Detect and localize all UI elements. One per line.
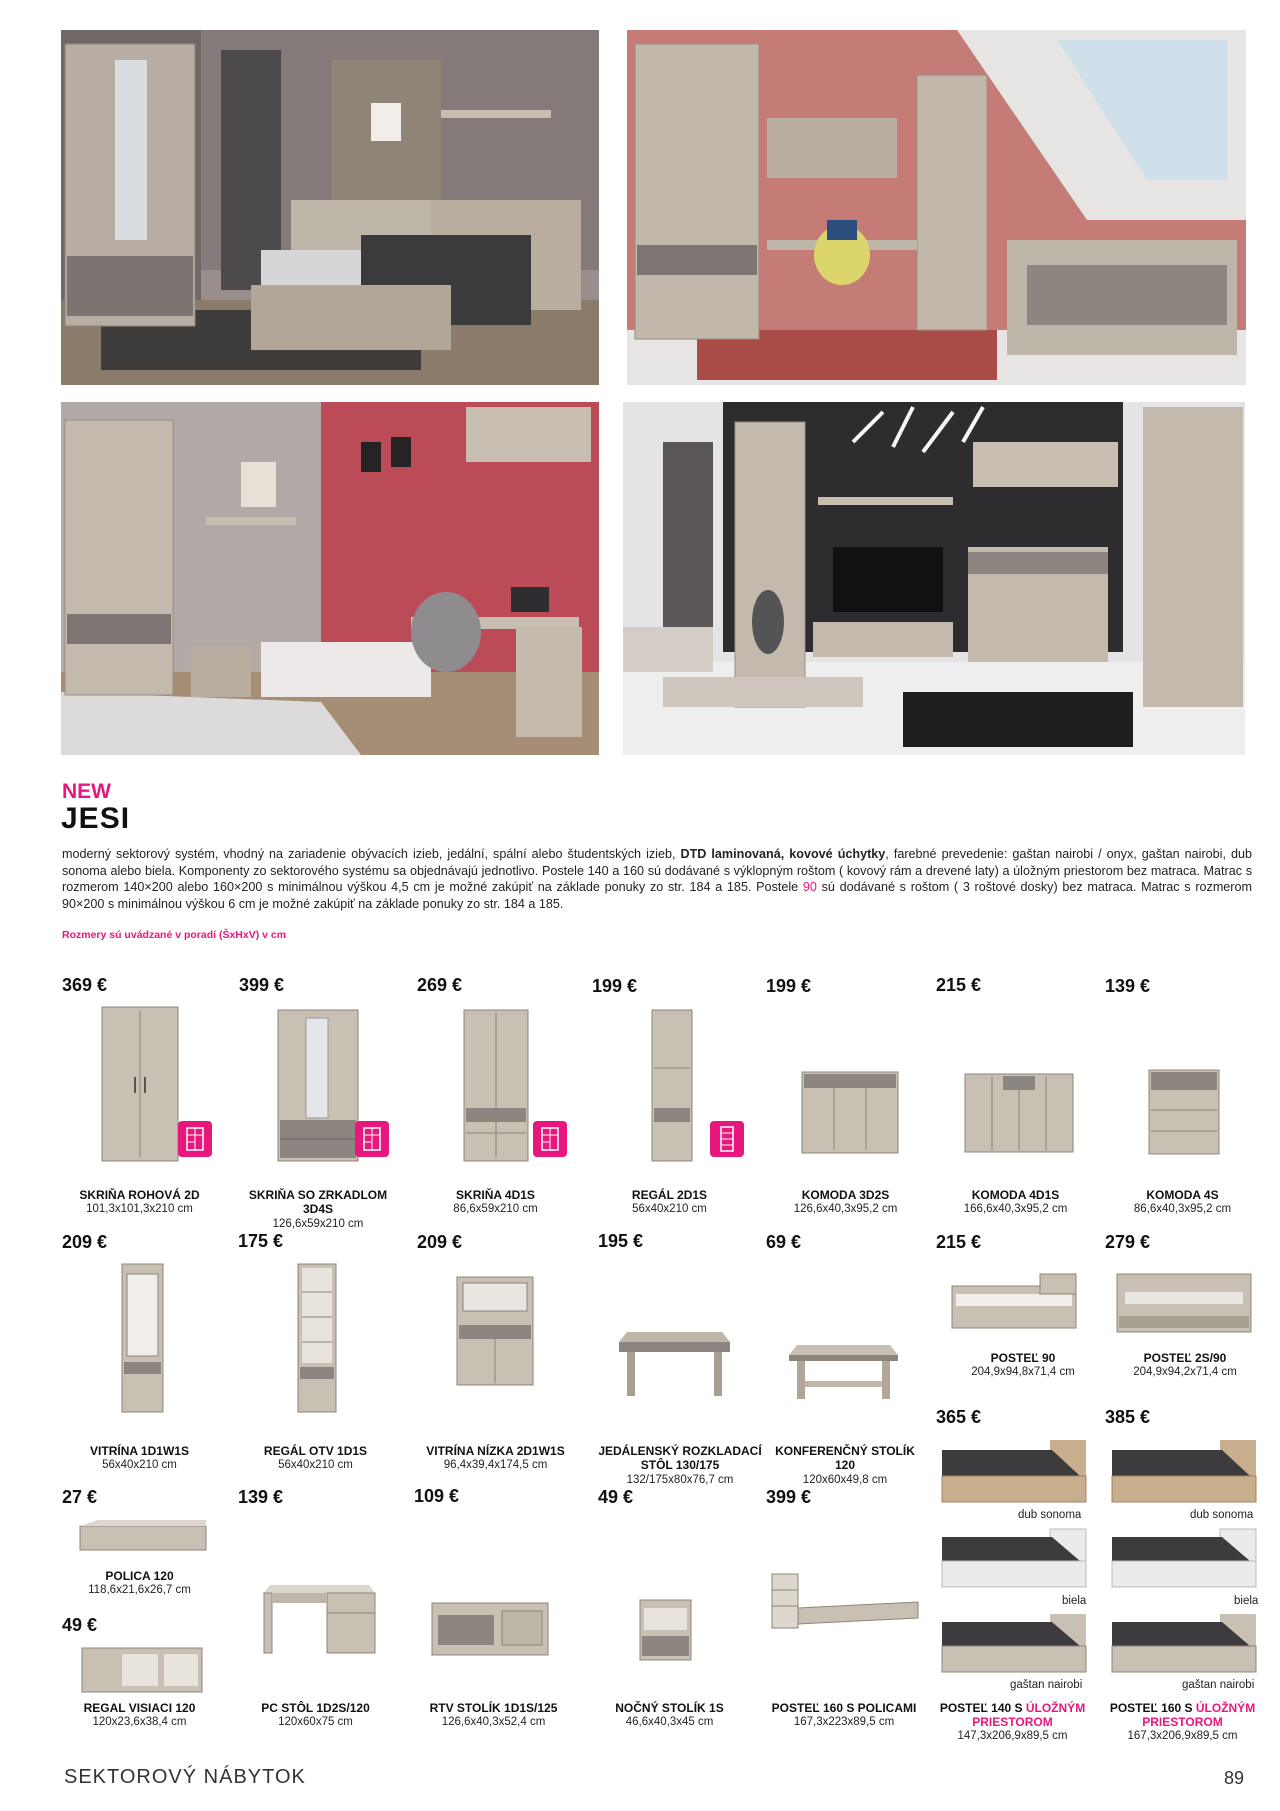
product-image-postel-140-dub-sonoma — [940, 1438, 1088, 1504]
price-nocny-stolik: 49 € — [598, 1487, 634, 1507]
name-skrina-4d1s: SKRIŇA 4D1S — [456, 1188, 535, 1202]
dims-regal-2d1s: 56x40x210 cm — [632, 1203, 707, 1215]
price-komoda-3d2s: 199 € — [766, 976, 812, 996]
price-regal-otv: 175 € — [238, 1231, 284, 1251]
product-image-postel-160-gastan — [1110, 1612, 1258, 1674]
name-nocny-stolik: NOČNÝ STOLÍK 1S — [615, 1701, 724, 1715]
variant-label-gastan-nairobi: gaštan nairobi — [1010, 1679, 1083, 1691]
dims-jedalensky-stol: 132/175x80x76,7 cm — [626, 1474, 734, 1486]
product-image-regal-visiaci — [80, 1646, 204, 1694]
price-pc-stol: 139 € — [238, 1487, 284, 1507]
product-image-postel-160-dub-sonoma — [1110, 1438, 1258, 1504]
product-image-nocny-stolik — [638, 1598, 693, 1662]
name-regal-otv: REGÁL OTV 1D1S — [263, 1444, 368, 1458]
new-label: NEW — [62, 780, 111, 803]
price-postel-90: 215 € — [936, 1232, 982, 1252]
page-number: 89 — [1224, 1768, 1245, 1788]
name-postel-140-uloznym: POSTEĽ 140 S ÚLOŽNÝM PRIESTOROM — [939, 1701, 1086, 1729]
section-footer: SEKTOROVÝ NÁBYTOK — [64, 1766, 306, 1788]
name-komoda-3d2s: KOMODA 3D2S — [801, 1188, 890, 1202]
dims-nocny-stolik: 46,6x40,3x45 cm — [625, 1716, 714, 1728]
dims-regal-visiaci: 120x23,6x38,4 cm — [92, 1716, 187, 1728]
price-vitrina-1d1w1s: 209 € — [62, 1232, 108, 1252]
name-konferencny-stolik: KONFERENČNÝ STOLÍK 120 — [775, 1444, 915, 1472]
price-postel-160: 385 € — [1105, 1407, 1151, 1427]
product-image-vitrina-nizka — [455, 1275, 535, 1387]
product-image-postel-140-gastan — [940, 1612, 1088, 1674]
product-image-regal-2d1s — [650, 1008, 694, 1163]
name-komoda-4d1s: KOMODA 4D1S — [971, 1188, 1060, 1202]
product-image-polica-120 — [78, 1520, 208, 1556]
dims-postel-140-uloznym: 147,3x206,9x89,5 cm — [957, 1730, 1068, 1742]
price-konferencny-stolik: 69 € — [766, 1232, 802, 1252]
variant-label-dub-sonoma: dub sonoma — [1190, 1509, 1254, 1521]
name-postel-2s90: POSTEĽ 2S/90 — [1143, 1351, 1227, 1365]
name-regal-visiaci: REGAL VISIACI 120 — [83, 1701, 196, 1715]
dims-komoda-4s: 86,6x40,3x95,2 cm — [1133, 1203, 1232, 1215]
dims-vitrina-1d1w1s: 56x40x210 cm — [102, 1459, 177, 1471]
product-image-postel-2s90 — [1115, 1272, 1253, 1334]
dims-skrina-rohova: 101,3x101,3x210 cm — [86, 1203, 193, 1215]
name-pc-stol: PC STÔL 1D2S/120 — [261, 1701, 370, 1715]
product-image-komoda-4d1s — [963, 1072, 1075, 1154]
product-image-postel-140-biela — [940, 1527, 1088, 1589]
wardrobe-interior-icon — [178, 1121, 212, 1157]
shelf-interior-icon — [710, 1121, 744, 1157]
name-postel-90: POSTEĽ 90 — [990, 1351, 1056, 1365]
price-skrina-rohova: 369 € — [62, 975, 108, 995]
dims-komoda-4d1s: 166,6x40,3x95,2 cm — [963, 1203, 1068, 1215]
name-postel-160-uloznym: POSTEĽ 160 S ÚLOŽNÝM PRIESTOROM — [1109, 1701, 1256, 1729]
product-image-regal-otv — [296, 1262, 338, 1414]
name-postel-160-policami: POSTEĽ 160 S POLICAMI — [771, 1701, 917, 1715]
name-polica-120: POLICA 120 — [105, 1569, 174, 1583]
price-skrina-zrkadlo: 399 € — [239, 975, 285, 995]
name-skrina-zrkadlo: SKRIŇA SO ZRKADLOM 3D4S — [248, 1188, 388, 1216]
dims-pc-stol: 120x60x75 cm — [278, 1716, 353, 1728]
price-komoda-4d1s: 215 € — [936, 975, 982, 995]
dims-polica-120: 118,6x21,6x26,7 cm — [88, 1584, 191, 1596]
dims-vitrina-nizka: 96,4x39,4x174,5 cm — [443, 1459, 548, 1471]
name-komoda-4s: KOMODA 4S — [1146, 1188, 1219, 1202]
dims-rtv-stolik: 126,6x40,3x52,4 cm — [441, 1716, 546, 1728]
variant-label-biela: biela — [1062, 1595, 1087, 1607]
product-image-skrina-rohova — [100, 1005, 180, 1163]
dims-komoda-3d2s: 126,6x40,3x95,2 cm — [793, 1203, 898, 1215]
price-rtv-stolik: 109 € — [414, 1486, 460, 1506]
product-image-postel-160-policami — [770, 1572, 920, 1632]
product-image-rtv-stolik — [430, 1601, 550, 1657]
price-regal-2d1s: 199 € — [592, 976, 638, 996]
product-image-pc-stol — [262, 1583, 377, 1655]
product-image-postel-90 — [950, 1272, 1078, 1330]
photo-kids-room — [61, 402, 599, 755]
wardrobe-interior-icon — [355, 1121, 389, 1157]
photo-living-room — [623, 402, 1245, 755]
variant-label-gastan-nairobi: gaštan nairobi — [1182, 1679, 1255, 1691]
product-image-komoda-3d2s — [800, 1070, 900, 1155]
dimensions-note: Rozmery sú uvádzané v poradí (ŠxHxV) v cm — [62, 929, 287, 941]
name-skrina-rohova: SKRIŇA ROHOVÁ 2D — [79, 1188, 200, 1202]
photo-student-room — [627, 30, 1246, 385]
product-image-vitrina-1d1w1s — [120, 1262, 165, 1414]
dims-postel-160-uloznym: 167,3x206,9x89,5 cm — [1127, 1730, 1238, 1742]
price-regal-visiaci: 49 € — [62, 1615, 98, 1635]
variant-label-dub-sonoma: dub sonoma — [1018, 1509, 1082, 1521]
dims-postel-90: 204,9x94,8x71,4 cm — [971, 1366, 1075, 1378]
dims-postel-2s90: 204,9x94,2x71,4 cm — [1133, 1366, 1237, 1378]
product-image-skrina-4d1s — [462, 1008, 530, 1163]
product-image-postel-160-biela — [1110, 1527, 1258, 1589]
product-image-komoda-4s — [1147, 1068, 1221, 1156]
dims-skrina-4d1s: 86,6x59x210 cm — [453, 1203, 538, 1215]
dims-skrina-zrkadlo: 126,6x59x210 cm — [272, 1218, 364, 1230]
price-komoda-4s: 139 € — [1105, 976, 1151, 996]
price-vitrina-nizka: 209 € — [417, 1232, 463, 1252]
collection-title: JESI — [61, 802, 131, 835]
product-image-konferencny-stolik — [787, 1343, 900, 1403]
price-postel-140: 365 € — [936, 1407, 982, 1427]
product-image-jedalensky-stol — [617, 1330, 732, 1400]
collection-description: moderný sektorový systém, vhodný na zariadenie obývacích izieb, jedální, spální alebo študentských izieb, DTD laminovaná, kovové úchytky, farebné prevedenie: gaštan nairobi / onyx, gaštan nairobi, dub sonoma alebo biela. Komponenty zo sektorového systému sa objednávajú jednotlivo. Postele 140 a 160 sú dodávané s výklopným roštom ( kovový rám a drevené laty) a úložným priestorom bez matraca. Matrac s rozmerom 140×200 alebo 160×200 s minimálnou výškou 4,5 cm je možné zakúpiť na základe ponuky zo str. 184 a 185. Postele 90 sú dodávané s roštom ( 3 roštové dosky) bez matraca. Matrac s rozmerom 90×200 s minimálnou výškou 6 cm je možné zakúpiť na základe ponuky zo str. 184 a 185. — [62, 847, 1252, 911]
name-regal-2d1s: REGÁL 2D1S — [631, 1188, 708, 1202]
dims-postel-160-policami: 167,3x223x89,5 cm — [793, 1716, 895, 1728]
variant-label-biela: biela — [1234, 1595, 1259, 1607]
name-jedalensky-stol: JEDÁLENSKÝ ROZKLADACÍ STÔL 130/175 — [598, 1444, 762, 1472]
wardrobe-interior-icon — [533, 1121, 567, 1157]
price-postel-160-policami: 399 € — [766, 1487, 812, 1507]
price-polica-120: 27 € — [62, 1487, 98, 1507]
name-vitrina-nizka: VITRÍNA NÍZKA 2D1W1S — [426, 1444, 565, 1458]
price-jedalensky-stol: 195 € — [598, 1231, 644, 1251]
photo-bedroom — [61, 30, 599, 385]
name-vitrina-1d1w1s: VITRÍNA 1D1W1S — [90, 1444, 189, 1458]
price-postel-2s90: 279 € — [1105, 1232, 1151, 1252]
product-image-skrina-zrkadlo — [276, 1008, 360, 1163]
dims-konferencny-stolik: 120x60x49,8 cm — [802, 1474, 888, 1486]
name-rtv-stolik: RTV STOLÍK 1D1S/125 — [429, 1701, 558, 1715]
price-skrina-4d1s: 269 € — [417, 975, 463, 995]
dims-regal-otv: 56x40x210 cm — [278, 1459, 353, 1471]
